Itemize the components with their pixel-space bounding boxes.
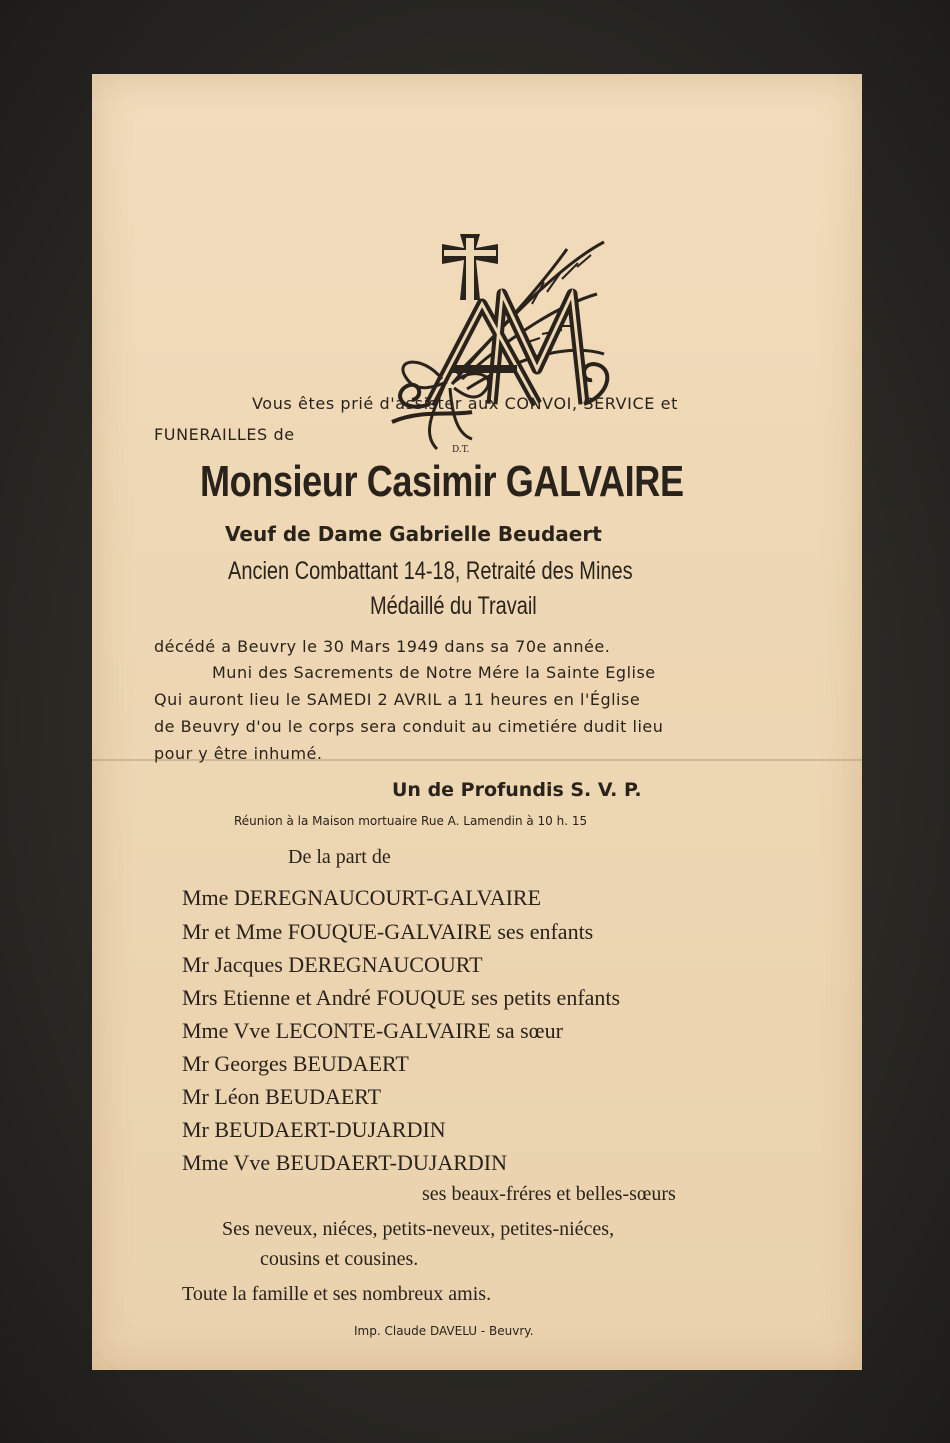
- family-member: Mrs Etienne et André FOUQUE ses petits enfants: [182, 985, 621, 1010]
- family-member: Mme Vve LECONTE-GALVAIRE sa sœur: [182, 1018, 563, 1043]
- printer-credit: Imp. Claude DAVELU - Beuvry.: [354, 1324, 534, 1338]
- in-laws-line: ses beaux-fréres et belles-sœurs: [422, 1183, 676, 1205]
- deceased-name: Monsieur Casimir GALVAIRE: [200, 457, 684, 506]
- invitation-line-2: FUNERAILLES de: [154, 425, 295, 444]
- invitation-line-1: Vous êtes prié d'assister aux CONVOI, SERVICE et: [252, 394, 678, 413]
- burial-line-2: pour y être inhumé.: [154, 744, 323, 763]
- family-member: Mr BEUDAERT-DUJARDIN: [182, 1117, 446, 1142]
- from-label: De la part de: [288, 846, 391, 868]
- gathering-info: Réunion à la Maison mortuaire Rue A. Lamendin à 10 h. 15: [234, 814, 588, 828]
- prayer-request: Un de Profundis S. V. P.: [392, 779, 642, 801]
- family-member: Mme DEREGNAUCOURT-GALVAIRE: [182, 885, 542, 910]
- titles-line: Ancien Combattant 14-18, Retraité des Mines: [228, 557, 633, 585]
- nephews-line-2: cousins et cousines.: [260, 1248, 419, 1270]
- sacraments-line: Muni des Sacrements de Notre Mére la Sainte Eglise: [212, 663, 656, 682]
- family-member: Mr Jacques DEREGNAUCOURT: [182, 952, 483, 977]
- engraver-signature: D.T.: [452, 445, 470, 455]
- family-member: Mme Vve BEUDAERT-DUJARDIN: [182, 1150, 508, 1175]
- death-details: décédé a Beuvry le 30 Mars 1949 dans sa 70e année.: [154, 637, 611, 656]
- funeral-notice: [92, 74, 862, 1370]
- service-line: Qui auront lieu le SAMEDI 2 AVRIL a 11 heures en l'Église: [154, 690, 641, 709]
- monogram-cross-emblem: [332, 154, 622, 464]
- closing-line: Toute la famille et ses nombreux amis.: [182, 1283, 492, 1305]
- family-member: Mr et Mme FOUQUE-GALVAIRE ses enfants: [182, 919, 594, 944]
- burial-line-1: de Beuvry d'ou le corps sera conduit au cimetiére dudit lieu: [154, 717, 664, 736]
- family-member: Mr Georges BEUDAERT: [182, 1051, 409, 1076]
- nephews-line-1: Ses neveux, niéces, petits-neveux, petites-niéces,: [222, 1218, 615, 1240]
- family-member: Mr Léon BEUDAERT: [182, 1084, 382, 1109]
- medal-line: Médaillé du Travail: [370, 592, 537, 620]
- widower-line: Veuf de Dame Gabrielle Beudaert: [225, 522, 602, 546]
